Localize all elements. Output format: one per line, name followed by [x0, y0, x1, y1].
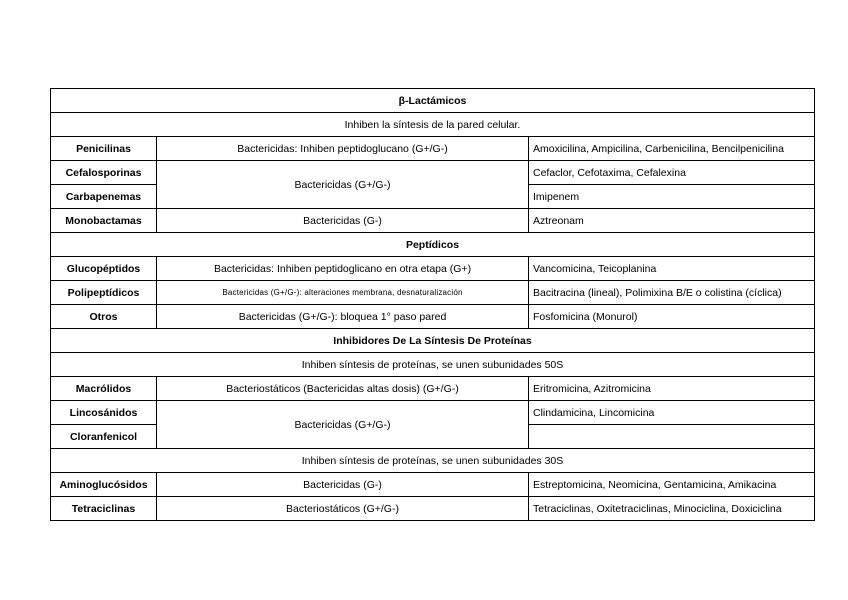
drug-class-name: Macrólidos [51, 377, 157, 401]
drug-class-name: Aminoglucósidos [51, 473, 157, 497]
drug-class-examples: Fosfomicina (Monurol) [529, 305, 815, 329]
section-note-row [51, 113, 815, 137]
section-title-inhibidores-proteinas: Inhibidores De La Síntesis De Proteínas [51, 329, 815, 353]
antibiotics-table [50, 88, 815, 521]
drug-class-name: Otros [51, 305, 157, 329]
drug-class-name: Cefalosporinas [51, 161, 157, 185]
drug-class-effect: Bactericidas: Inhiben peptidoglicano en otra etapa (G+) [157, 257, 529, 281]
section-header-row [51, 329, 815, 353]
drug-class-effect: Bactericidas (G-) [157, 209, 529, 233]
drug-class-examples [529, 425, 815, 449]
drug-class-examples: Tetraciclinas, Oxitetraciclinas, Minociclina, Doxiciclina [529, 497, 815, 521]
drug-class-effect: Bactericidas (G+/G-) [157, 401, 529, 449]
drug-class-effect: Bactericidas: Inhiben peptidoglucano (G+/G-) [157, 137, 529, 161]
drug-class-examples: Clindamicina, Lincomicina [529, 401, 815, 425]
table-row [51, 281, 815, 305]
drug-class-examples: Aztreonam [529, 209, 815, 233]
section-header-row [51, 233, 815, 257]
table-row [51, 497, 815, 521]
table-row [51, 473, 815, 497]
section-note-50s: Inhiben síntesis de proteínas, se unen subunidades 50S [51, 353, 815, 377]
section-title-peptidicos: Peptídicos [51, 233, 815, 257]
drug-class-effect: Bacteriostáticos (Bactericidas altas dosis) (G+/G-) [157, 377, 529, 401]
drug-class-examples: Vancomicina, Teicoplanina [529, 257, 815, 281]
section-note-beta-lactamicos: Inhiben la síntesis de la pared celular. [51, 113, 815, 137]
drug-class-examples: Bacitracina (lineal), Polimixina B/E o colistina (cíclica) [529, 281, 815, 305]
table-row [51, 401, 815, 425]
drug-class-examples: Eritromicina, Azitromicina [529, 377, 815, 401]
drug-class-name: Polipeptídicos [51, 281, 157, 305]
drug-class-name: Carbapenemas [51, 185, 157, 209]
drug-class-effect: Bactericidas (G-) [157, 473, 529, 497]
drug-class-effect: Bactericidas (G+/G-): bloquea 1° paso pared [157, 305, 529, 329]
drug-class-examples: Cefaclor, Cefotaxima, Cefalexina [529, 161, 815, 185]
table-row [51, 161, 815, 185]
drug-class-name: Glucopéptidos [51, 257, 157, 281]
section-note-row [51, 449, 815, 473]
drug-class-name: Tetraciclinas [51, 497, 157, 521]
drug-class-effect: Bactericidas (G+/G-) [157, 161, 529, 209]
drug-class-effect: Bactericidas (G+/G-): alteraciones membrana, desnaturalización [157, 281, 529, 305]
table-row [51, 137, 815, 161]
drug-class-examples: Amoxicilina, Ampicilina, Carbenicilina, Bencilpenicilina [529, 137, 815, 161]
drug-class-effect: Bacteriostáticos (G+/G-) [157, 497, 529, 521]
table-row [51, 257, 815, 281]
table-row [51, 209, 815, 233]
drug-class-name: Lincosánidos [51, 401, 157, 425]
table-row [51, 377, 815, 401]
section-note-row [51, 353, 815, 377]
drug-class-name: Monobactamas [51, 209, 157, 233]
section-note-30s: Inhiben síntesis de proteínas, se unen subunidades 30S [51, 449, 815, 473]
section-header-row [51, 89, 815, 113]
drug-class-name: Penicilinas [51, 137, 157, 161]
drug-class-examples: Imipenem [529, 185, 815, 209]
table-row [51, 305, 815, 329]
drug-class-examples: Estreptomicina, Neomicina, Gentamicina, Amikacina [529, 473, 815, 497]
section-title-beta-lactamicos: β-Lactámicos [51, 89, 815, 113]
drug-class-name: Cloranfenicol [51, 425, 157, 449]
